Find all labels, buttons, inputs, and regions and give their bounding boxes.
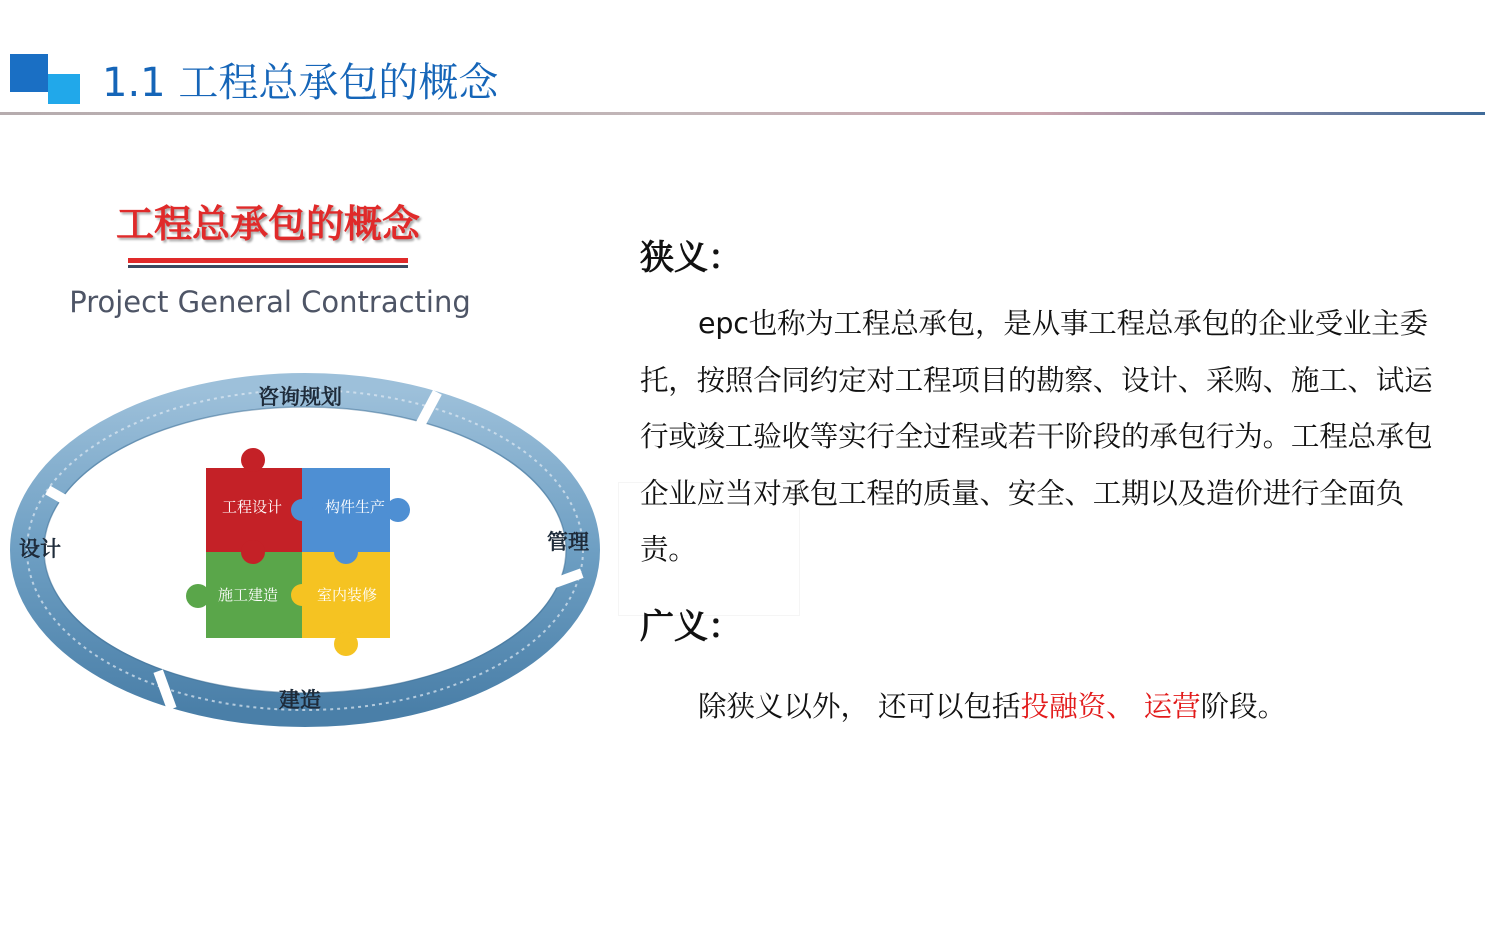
puzzle-label-interior: 室内装修 — [316, 586, 378, 604]
ring-label-bottom: 建造 — [279, 688, 321, 712]
narrow-definition-heading: 狭义： — [640, 238, 742, 278]
broad-highlight-financing: 投融资、 — [1020, 689, 1144, 723]
broad-definition-heading: 广义： — [640, 606, 742, 647]
narrow-definition-text: epc也称为工程总承包，是从事工程总承包的企业受业主委托，按照合同约定对工程项目的勘察、设计、采购、施工、试运行或竣工验收等实行全过程或若干阶段的承包行为。工程总承包企业应当对承包工程的质量、安全、工期以及造价进行全面负责。 — [640, 307, 1433, 566]
logo-square-light — [48, 74, 80, 104]
broad-text-after: 阶段。 — [1200, 689, 1287, 723]
figure-title-underline-red — [128, 258, 408, 263]
ring-label-left: 设计 — [19, 537, 61, 561]
header-divider — [0, 112, 1485, 115]
epc-cycle-diagram — [10, 370, 600, 730]
ring-label-right: 管理 — [547, 530, 589, 554]
broad-highlight-operation: 运营 — [1143, 689, 1201, 723]
ring-label-top: 咨询规划 — [258, 385, 342, 409]
figure-title: 工程总承包的概念 — [115, 202, 420, 246]
broad-definition-text — [640, 679, 1450, 735]
puzzle-label-production: 构件生产 — [324, 498, 386, 516]
slide-header — [0, 0, 1485, 116]
figure-subtitle: Project General Contracting — [69, 285, 471, 319]
puzzle-label-construction: 施工建造 — [217, 586, 279, 604]
broad-text-before: 除狭义以外， 还可以包括 — [698, 689, 1021, 723]
figure-title-underline-dark — [128, 265, 408, 268]
slide-title: 1.1 工程总承包的概念 — [102, 60, 499, 106]
definition-text-column — [640, 230, 1450, 735]
logo-square-dark — [10, 54, 48, 92]
puzzle-label-design: 工程设计 — [221, 498, 283, 516]
